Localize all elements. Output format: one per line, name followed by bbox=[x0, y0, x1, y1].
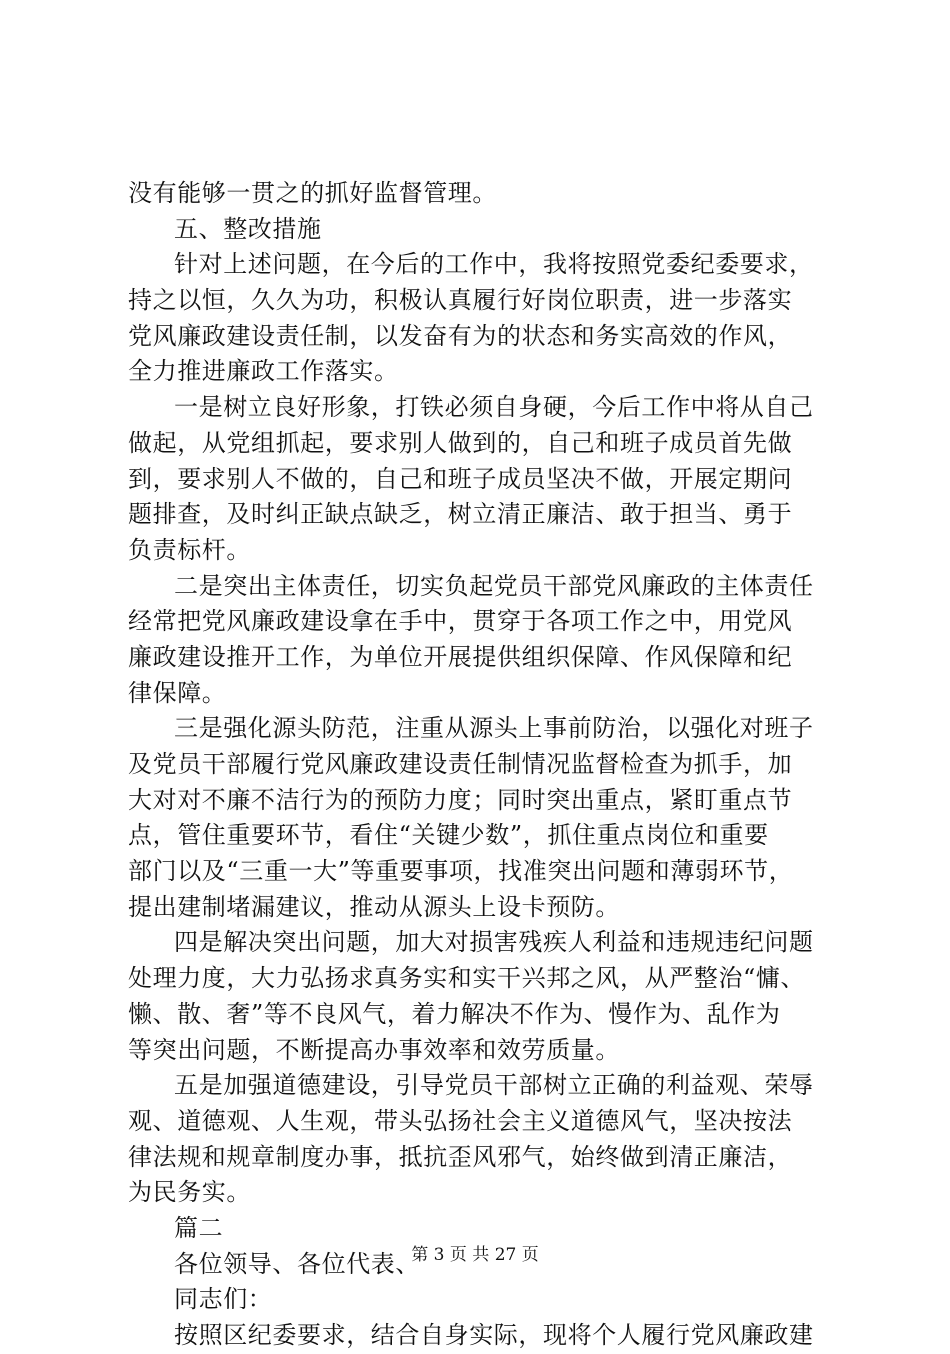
page-footer: 第 3 页 共 27 页 bbox=[411, 1245, 539, 1265]
text-line: 同志们： bbox=[174, 1285, 273, 1314]
text-line: 大对对不廉不洁行为的预防力度；同时突出重点，紧盯重点节 bbox=[128, 785, 793, 814]
text-line: 律保障。 bbox=[128, 678, 227, 707]
text-line: 篇二 bbox=[174, 1213, 224, 1242]
text-line: 五是加强道德建设，引导党员干部树立正确的利益观、荣辱 bbox=[174, 1071, 814, 1100]
text-line: 点，管住重要环节，看住“关键少数”，抓住重点岗位和重要 bbox=[128, 821, 769, 850]
text-line: 处理力度，大力弘扬求真务实和实干兴邦之风，从严整治“慵、 bbox=[128, 964, 806, 993]
text-line: 负责标杆。 bbox=[128, 535, 251, 564]
text-line: 没有能够一贯之的抓好监督管理。 bbox=[128, 179, 497, 207]
text-line: 廉政建设推开工作，为单位开展提供组织保障、作风保障和纪 bbox=[128, 642, 793, 671]
text-line: 等突出问题，不断提高办事效率和效劳质量。 bbox=[128, 1035, 620, 1064]
document-body bbox=[128, 176, 838, 1354]
text-line: 部门以及“三重一大”等重要事项，找准突出问题和薄弱环节， bbox=[128, 857, 794, 886]
text-line: 做起，从党组抓起，要求别人做到的，自己和班子成员首先做 bbox=[128, 428, 793, 457]
text-line: 二是突出主体责任，切实负起党员干部党风廉政的主体责任 bbox=[174, 571, 814, 600]
text-line: 提出建制堵漏建议，推动从源头上设卡预防。 bbox=[128, 892, 620, 921]
text-line: 五、整改措施 bbox=[174, 214, 322, 243]
text-line: 按照区纪委要求，结合自身实际，现将个人履行党风廉政建 bbox=[174, 1321, 814, 1349]
text-line: 经常把党风廉政建设拿在手中，贯穿于各项工作之中，用党风 bbox=[128, 607, 793, 636]
text-line: 针对上述问题，在今后的工作中，我将按照党委纪委要求， bbox=[174, 250, 814, 279]
text-line: 观、道德观、人生观，带头弘扬社会主义道德风气，坚决按法 bbox=[128, 1106, 793, 1135]
text-line: 懒、散、奢”等不良风气，着力解决不作为、慢作为、乱作为 bbox=[128, 999, 781, 1028]
text-line: 各位领导、各位代表、 bbox=[174, 1249, 420, 1278]
text-line: 四是解决突出问题，加大对损害残疾人利益和违规违纪问题 bbox=[174, 928, 814, 957]
text-line: 到，要求别人不做的，自己和班子成员坚决不做，开展定期问 bbox=[128, 464, 793, 493]
text-line: 为民务实。 bbox=[128, 1178, 251, 1207]
text-line: 及党员干部履行党风廉政建设责任制情况监督检查为抓手，加 bbox=[128, 750, 793, 778]
text-line: 全力推进廉政工作落实。 bbox=[128, 357, 399, 386]
text-line: 持之以恒，久久为功，积极认真履行好岗位职责，进一步落实 bbox=[128, 286, 793, 315]
text-line: 一是树立良好形象，打铁必须自身硬，今后工作中将从自己 bbox=[174, 393, 814, 422]
text-line: 律法规和规章制度办事，抵抗歪风邪气，始终做到清正廉洁， bbox=[128, 1142, 793, 1171]
text-line: 三是强化源头防范，注重从源头上事前防治，以强化对班子 bbox=[174, 714, 814, 743]
text-line: 题排查，及时纠正缺点缺乏，树立清正廉洁、敢于担当、勇于 bbox=[128, 500, 793, 529]
text-line: 党风廉政建设责任制，以发奋有为的状态和务实高效的作风， bbox=[128, 321, 793, 350]
